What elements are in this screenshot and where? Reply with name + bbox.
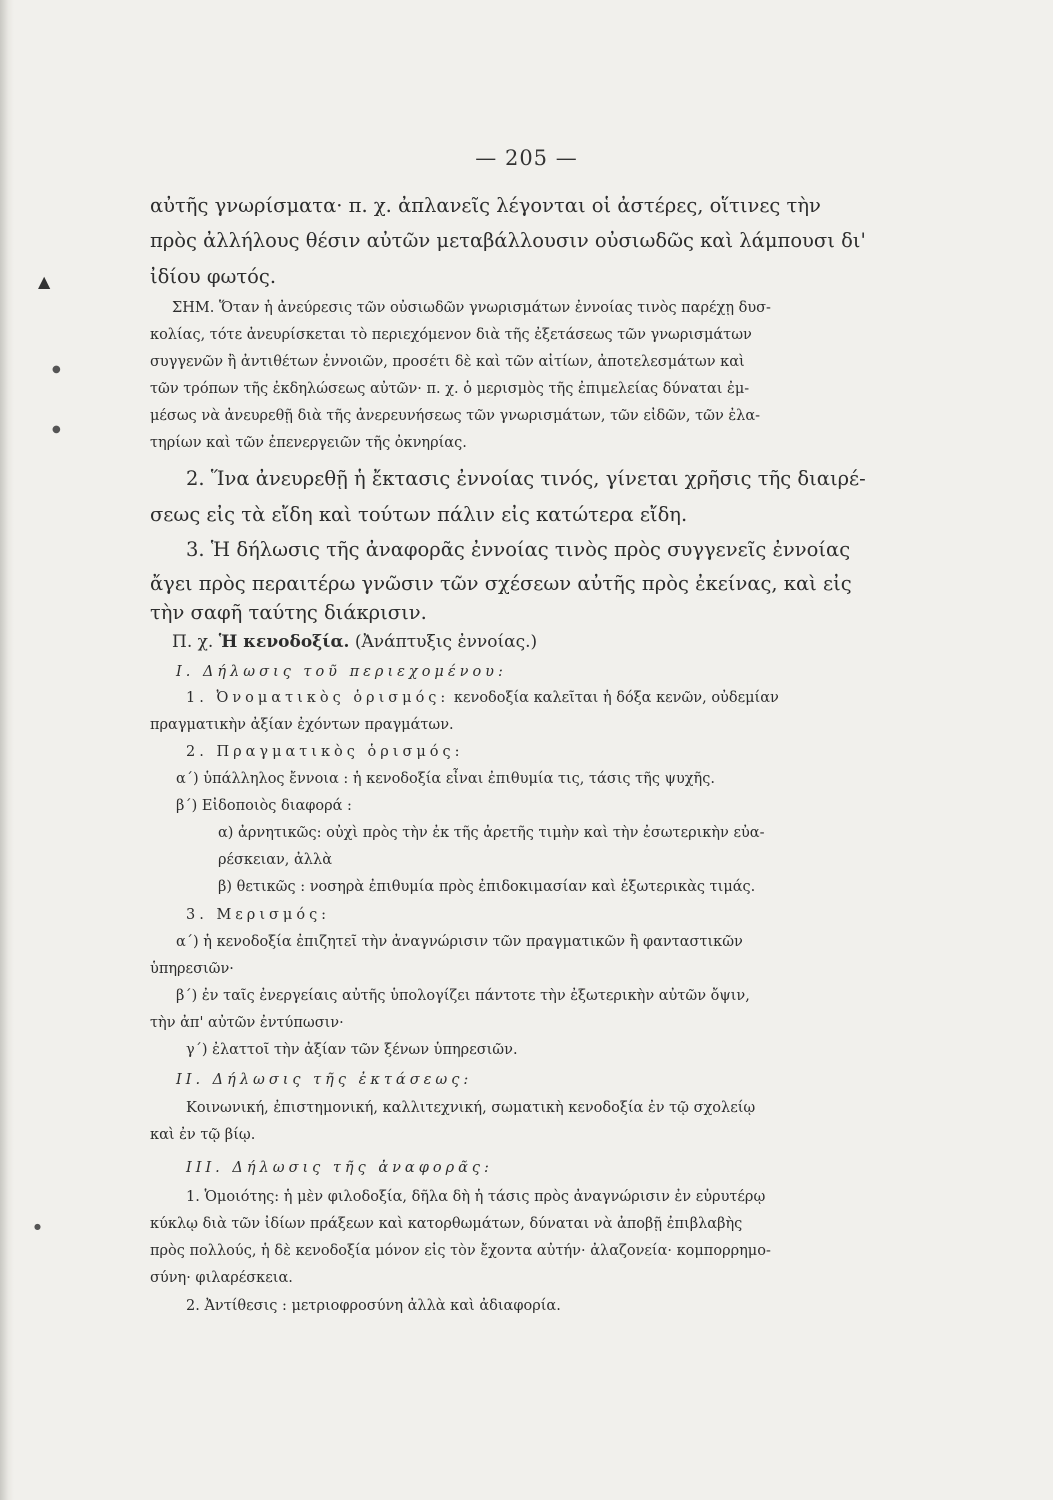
- outline-line: σύνη· φιλαρέσκεια.: [150, 1270, 293, 1286]
- example-prefix: Π. χ.: [172, 632, 219, 652]
- page-number: — 205 —: [475, 146, 578, 170]
- outline-line: ὑπηρεσιῶν·: [150, 961, 234, 977]
- outline-line: κύκλῳ διὰ τῶν ἰδίων πράξεων καὶ κατορθωμάτων, δύναται νὰ ἀποβῇ ἐπιβλαβὴς: [150, 1216, 743, 1232]
- note-line: τηρίων καὶ τῶν ἐπενεργειῶν τῆς ὀκνηρίας.: [150, 435, 467, 451]
- text-line: πρὸς ἀλλήλους θέσιν αὐτῶν μεταβάλλουσιν οὐσιωδῶς καὶ λάμπουσι δι': [150, 229, 866, 252]
- text-line: αὐτῆς γνωρίσματα· π. χ. ἀπλανεῖς λέγονται οἱ ἀστέρες, οἵτινες τὴν: [150, 194, 821, 217]
- text-line: 3. Ἡ δήλωσις τῆς ἀναφορᾶς ἐννοίας τινὸς πρὸς συγγενεῖς ἐννοίας: [186, 538, 851, 561]
- text-line: ἰδίου φωτός.: [150, 265, 277, 288]
- section-heading-3: ΙΙΙ. Δήλωσις τῆς ἀναφορᾶς:: [186, 1160, 493, 1176]
- outline-line: 3. Μερισμός:: [186, 907, 331, 923]
- section-heading-1: Ι. Δήλωσις τοῦ περιεχομένου:: [176, 664, 507, 680]
- text-line: σεως εἰς τὰ εἴδη καὶ τούτων πάλιν εἰς κατώτερα εἴδη.: [150, 503, 688, 526]
- outline-line: πραγματικὴν ἀξίαν ἐχόντων πραγμάτων.: [150, 717, 454, 733]
- outline-line: [186, 690, 779, 706]
- note-line: κολίας, τότε ἀνευρίσκεται τὸ περιεχόμενον διὰ τῆς ἐξετάσεως τῶν γνωρισμάτων: [150, 327, 752, 343]
- outline-line: β΄) ἐν ταῖς ἐνεργείαις αὐτῆς ὑπολογίζει πάντοτε τὴν ἐξωτερικὴν αὐτῶν ὄψιν,: [176, 988, 750, 1004]
- outline-line: τὴν ἀπ' αὐτῶν ἐντύπωσιν·: [150, 1015, 344, 1031]
- note-line: τῶν τρόπων τῆς ἐκδηλώσεως αὐτῶν· π. χ. ὁ μερισμὸς τῆς ἐπιμελείας δύναται ἐμ-: [150, 381, 750, 397]
- margin-speck: ●: [34, 1222, 41, 1231]
- note-line: ΣΗΜ. Ὅταν ἡ ἀνεύρεσις τῶν οὐσιωδῶν γνωρισμάτων ἐννοίας τινὸς παρέχῃ δυσ-: [172, 300, 771, 316]
- outline-line: ρέσκειαν, ἀλλὰ: [218, 852, 332, 868]
- text-line: 2. Ἵνα ἀνευρεθῇ ἡ ἔκτασις ἐννοίας τινός, γίνεται χρῆσις τῆς διαιρέ-: [186, 467, 866, 490]
- outline-definition: κενοδοξία καλεῖται ἡ δόξα κενῶν, οὐδεμίαν: [449, 690, 779, 706]
- note-line: συγγενῶν ἢ ἀντιθέτων ἐννοιῶν, προσέτι δὲ καὶ τῶν αἰτίων, ἀποτελεσμάτων καὶ: [150, 354, 745, 370]
- outline-term: 1. Ὀνοματικὸς ὁρισμός:: [186, 690, 450, 706]
- outline-line: Κοινωνική, ἐπιστημονική, καλλιτεχνική, σωματικὴ κενοδοξία ἐν τῷ σχολείῳ: [186, 1100, 756, 1116]
- example-heading: [172, 632, 537, 652]
- outline-line: α΄) ἡ κενοδοξία ἐπιζητεῖ τὴν ἀναγνώρισιν τῶν πραγματικῶν ἢ φανταστικῶν: [176, 934, 743, 950]
- outline-line: α΄) ὑπάλληλος ἔννοια : ἡ κενοδοξία εἶναι ἐπιθυμία τις, τάσις τῆς ψυχῆς.: [176, 771, 715, 787]
- note-line: μέσως νὰ ἀνευρεθῇ διὰ τῆς ἀνερευνήσεως τῶν γνωρισμάτων, τῶν εἰδῶν, τῶν ἐλα-: [150, 408, 761, 424]
- outline-line: β΄) Εἰδοποιὸς διαφορά :: [176, 798, 352, 814]
- outline-line: 2. Ἀντίθεσις : μετριοφροσύνη ἀλλὰ καὶ ἀδιαφορία.: [186, 1298, 561, 1314]
- text-line: τὴν σαφῆ ταύτης διάκρισιν.: [150, 601, 427, 624]
- margin-speck: ●: [52, 364, 61, 375]
- outline-line: α) ἀρνητικῶς: οὐχὶ πρὸς τὴν ἐκ τῆς ἀρετῆς τιμὴν καὶ τὴν ἐσωτερικὴν εὐα-: [218, 825, 765, 841]
- margin-speck: ●: [52, 424, 61, 435]
- example-subtitle: (Ἀνάπτυξις ἐννοίας.): [349, 632, 538, 652]
- outline-line: β) θετικῶς : νοσηρὰ ἐπιθυμία πρὸς ἐπιδοκιμασίαν καὶ ἐξωτερικὰς τιμάς.: [218, 879, 756, 895]
- outline-line: γ΄) ἐλαττοῖ τὴν ἀξίαν τῶν ξένων ὑπηρεσιῶν.: [186, 1042, 518, 1058]
- section-heading-2: ΙΙ. Δήλωσις τῆς ἐκτάσεως:: [176, 1072, 473, 1088]
- outline-line: καὶ ἐν τῷ βίῳ.: [150, 1127, 256, 1143]
- outline-line: πρὸς πολλούς, ἡ δὲ κενοδοξία μόνον εἰς τὸν ἔχοντα αὐτήν· ἀλαζονεία· κομπορρημο-: [150, 1243, 771, 1259]
- outline-line: 1. Ὁμοιότης: ἡ μὲν φιλοδοξία, δῆλα δὴ ἡ τάσις πρὸς ἀναγνώρισιν ἐν εὐρυτέρῳ: [186, 1189, 766, 1205]
- text-line: ἄγει πρὸς περαιτέρω γνῶσιν τῶν σχέσεων αὐτῆς πρὸς ἐκείνας, καὶ εἰς: [150, 572, 852, 595]
- example-term: Ἡ κενοδοξία.: [218, 632, 350, 652]
- margin-mark: ▲: [38, 272, 51, 291]
- outline-line: 2. Πραγματικὸς ὁρισμός:: [186, 744, 464, 760]
